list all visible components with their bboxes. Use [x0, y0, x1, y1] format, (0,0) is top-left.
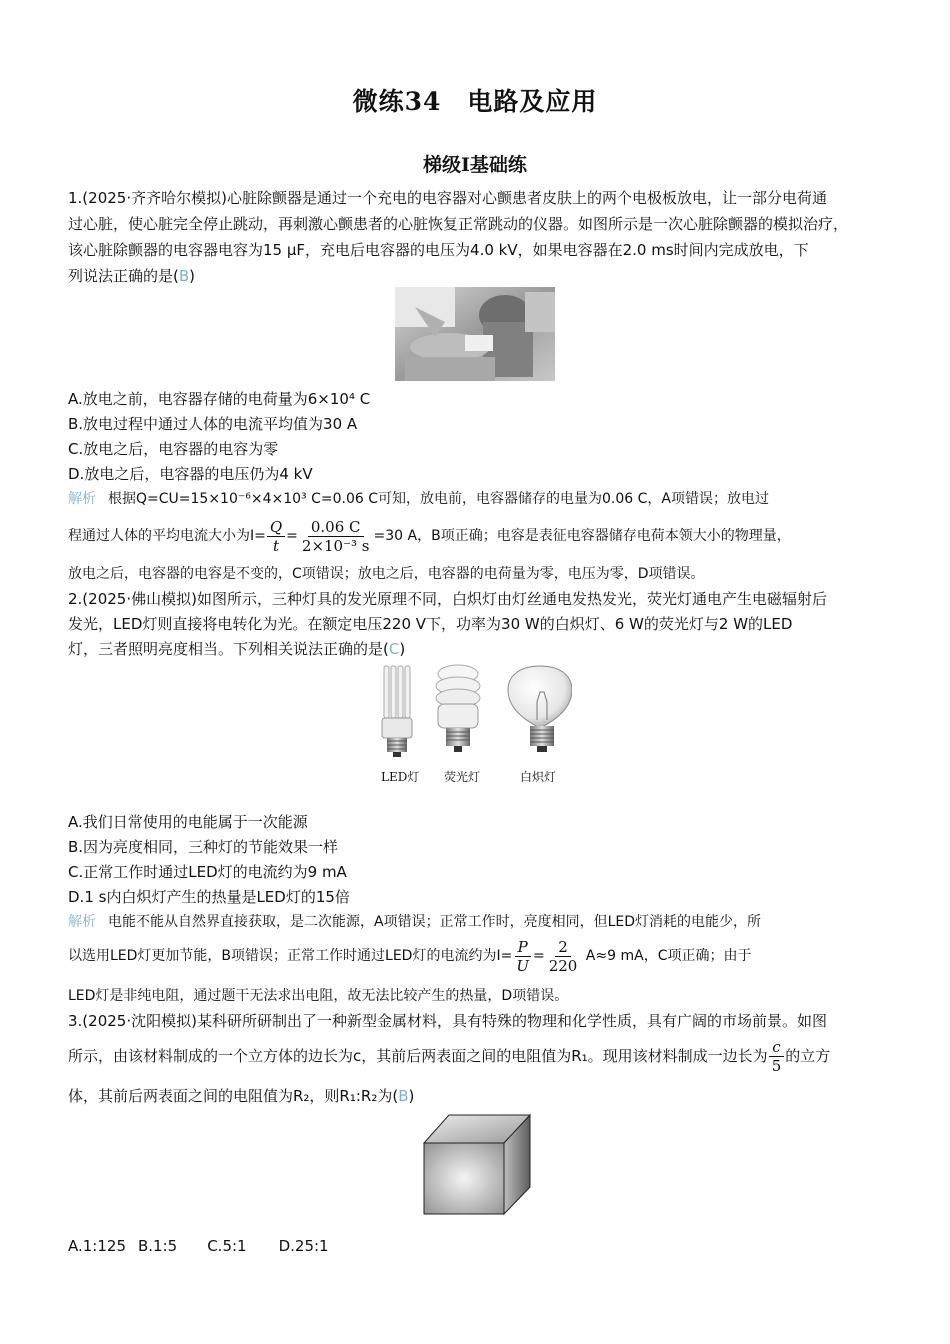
q2-analysis-line-2: 以选用LED灯更加节能，B项错误；正常工作时通过LED灯的电流约为I= $\frac{P}{U}$ = $\frac{2}{220}$ A≈9 mA，C项正确；由于 [68, 937, 752, 975]
frac-numerator: Q [267, 518, 285, 537]
q3-close-paren: ) [408, 1087, 415, 1105]
frac-denominator: 220 [548, 956, 578, 975]
q2-stem-text: 灯，三者照明亮度相当。下列相关说法正确的是( [68, 640, 389, 658]
frac-numerator: 0.06 C [308, 518, 364, 537]
q1-analysis-line-1 [68, 489, 769, 509]
q1-analysis-tag: 解析 [68, 491, 96, 507]
q3-stem-text-2a: 所示，由该材料制成的一个立方体的边长为c，其前后两表面之间的电阻值为R₁。现用该材料制成一边长为 [68, 1047, 768, 1065]
q1-stem-line-4 [68, 266, 195, 286]
frac-denominator: t [273, 536, 280, 555]
caption-fluorescent: 荧光灯 [444, 770, 481, 784]
q2-fraction-values [546, 938, 581, 975]
section-title: 梯级Ⅰ基础练 [423, 154, 527, 176]
q3-answer: B [398, 1087, 409, 1105]
q1-fraction-values [299, 518, 373, 555]
frac-denominator: U [516, 956, 529, 975]
q1-option-c: C.放电之后，电容器的电容为零 [68, 440, 279, 458]
q2-option-d: D.1 s内白炽灯产生的热量是LED灯的15倍 [68, 888, 350, 906]
q1-answer: B [178, 267, 190, 285]
q1-analysis-text-2a: 程通过人体的平均电流大小为I= [68, 528, 266, 544]
led-lamp-image [382, 666, 412, 757]
q1-analysis-line-2: 程通过人体的平均电流大小为I= $\frac{Q}{t}$ = $\frac{0.06 C}{\text{2×10⁻³ s}}$ =30 A，B项正确；电容是表征电容器储存电荷本领大小的物理量， [68, 517, 791, 555]
frac-denominator: 5 [771, 1057, 782, 1075]
q3-option-a: A.1:125 [68, 1237, 126, 1255]
q3-fraction-c-over-5 [769, 1038, 785, 1075]
q1-option-b: B.放电过程中通过人体的电流平均值为30 A [68, 415, 358, 433]
incandescent-lamp-image [508, 666, 572, 752]
q1-stem-line-1: 1.(2025·齐齐哈尔模拟)心脏除颤器是通过一个充电的电容器对心颤患者皮肤上的两个电极板放电，让一部分电荷通 [68, 189, 827, 207]
q1-close-paren: ) [189, 267, 196, 285]
q1-option-a: A.放电之前，电容器存储的电荷量为6×10⁴ C [68, 390, 371, 408]
frac-numerator: P [515, 938, 531, 957]
q2-option-b: B.因为亮度相同，三种灯的节能效果一样 [68, 838, 339, 856]
q1-analysis-text-2b: =30 A，B项正确；电容是表征电容器储存电荷本领大小的物理量， [373, 528, 791, 544]
q3-options-row [68, 1236, 329, 1256]
q2-fraction-p-over-u [513, 938, 532, 975]
q1-stem-line-3: 该心脏除颤器的电容器电容为15 μF，充电后电容器的电压为4.0 kV，如果电容器在2.0 ms时间内完成放电，下 [68, 241, 809, 259]
q3-stem-line-1: 3.(2025·沈阳模拟)某科研所研制出了一种新型金属材料，具有特殊的物理和化学性质，具有广阔的市场前景。如图 [68, 1012, 827, 1030]
q1-stem-text: 列说法正确的是( [68, 267, 179, 285]
q2-option-a: A.我们日常使用的电能属于一次能源 [68, 813, 308, 831]
q2-stem-line-2: 发光，LED灯则直接将电转化为光。在额定电压220 V下，功率为30 W的白炽灯、6 W的荧光灯与2 W的LED [68, 615, 793, 633]
q2-analysis-tag: 解析 [68, 914, 96, 930]
frac-denominator: 2×10⁻³ s [301, 536, 370, 555]
defibrillator-photo [395, 287, 555, 381]
q3-stem-line-3 [68, 1086, 414, 1106]
fluorescent-lamp-image [436, 665, 480, 752]
q2-option-c: C.正常工作时通过LED灯的电流约为9 mA [68, 863, 347, 881]
q3-option-b: B.1:5 [138, 1237, 178, 1255]
q1-fraction-q-over-t [267, 518, 285, 555]
q2-stem-line-3 [68, 639, 405, 659]
q3-stem-line-2 [68, 1034, 830, 1078]
q2-stem-line-1: 2.(2025·佛山模拟)如图所示，三种灯具的发光原理不同，白炽灯由灯丝通电发热发光，荧光灯通电产生电磁辐射后 [68, 590, 827, 608]
lamps-illustration [372, 662, 572, 767]
q1-stem-line-2: 过心脏，使心脏完全停止跳动，再刺激心颤患者的心脏恢复正常跳动的仪器。如图所示是一次心脏除颤器的模拟治疗， [68, 215, 849, 233]
q2-answer: C [388, 640, 400, 658]
q2-analysis-text-1: 电能不能从自然界直接获取，是二次能源，A项错误；正常工作时，亮度相同，但LED灯消耗的电能少，所 [108, 914, 762, 930]
q2-analysis-text-2b: A≈9 mA，C项正确；由于 [581, 948, 752, 964]
q3-stem-text-3: 体，其前后两表面之间的电阻值为R₂，则R₁:R₂为( [68, 1087, 399, 1105]
q3-option-d: D.25:1 [278, 1237, 329, 1255]
frac-numerator: 2 [555, 938, 571, 957]
frac-numerator: c [769, 1038, 783, 1057]
q1-option-d: D.放电之后，电容器的电压仍为4 kV [68, 465, 313, 483]
q1-analysis-text-1: 根据Q=CU=15×10⁻⁶×4×10³ C=0.06 C可知，放电前，电容器储存的电量为0.06 C，A项错误；放电过 [108, 491, 769, 507]
caption-incandescent: 白炽灯 [520, 770, 557, 784]
cube-diagram [420, 1112, 532, 1216]
q2-analysis-text-2a: 以选用LED灯更加节能，B项错误；正常工作时通过LED灯的电流约为I= [68, 948, 513, 964]
q3-option-c: C.5:1 [207, 1237, 247, 1255]
caption-led: LED灯 [381, 770, 420, 784]
page-title: 微练34 电路及应用 [352, 87, 598, 116]
q2-analysis-line-3: LED灯是非纯电阻，通过题干无法求出电阻，故无法比较产生的热量，D项错误。 [68, 988, 569, 1004]
q1-analysis-line-3: 放电之后，电容器的电容是不变的，C项错误；放电之后，电容器的电荷量为零，电压为零，D项错误。 [68, 566, 705, 582]
q2-close-paren: ) [399, 640, 406, 658]
q3-stem-text-2b: 的立方 [785, 1047, 831, 1065]
q2-analysis-line-1 [68, 912, 761, 932]
